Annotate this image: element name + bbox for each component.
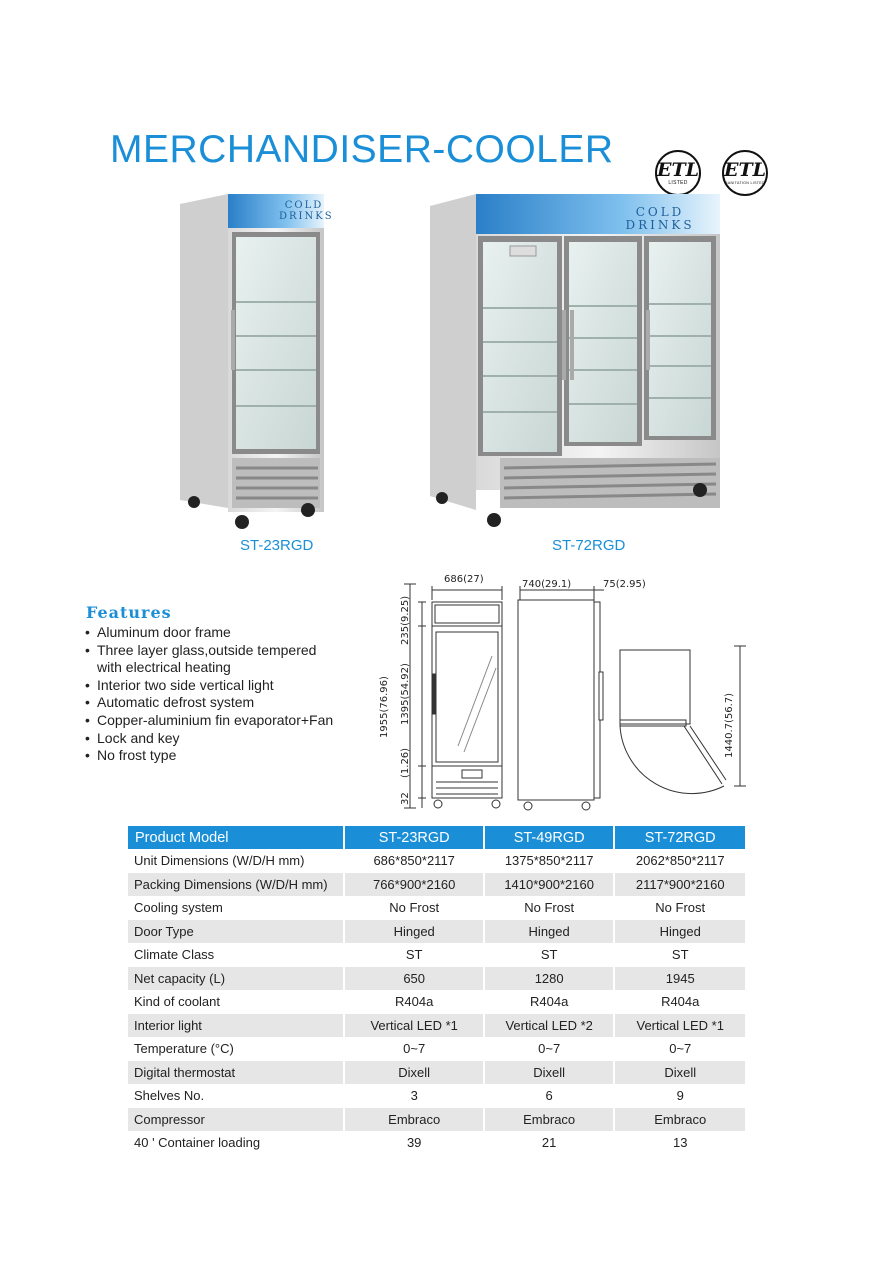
model-caption-triple: ST-72RGD	[552, 537, 626, 554]
table-cell: Interior light	[128, 1014, 345, 1038]
sign-text-cold: COLD	[635, 205, 685, 219]
triple-door-cooler-image	[428, 190, 724, 532]
feature-item: • Automatic defrost system	[84, 694, 344, 712]
table-cell: 2062*850*2117	[615, 849, 747, 873]
feature-item: • Copper-aluminium fin evaporator+Fan	[84, 712, 344, 730]
table-cell: 1945	[615, 967, 747, 991]
dim-door-swing: 1440.7(56.7)	[724, 692, 735, 758]
table-cell: 21	[485, 1131, 616, 1155]
column-header: ST-23RGD	[345, 826, 484, 849]
table-cell: 13	[615, 1131, 747, 1155]
table-cell: Kind of coolant	[128, 990, 345, 1014]
table-cell: ST	[615, 943, 747, 967]
table-cell: Embraco	[615, 1108, 747, 1132]
dim-width: 686(27)	[444, 574, 484, 585]
table-cell: 3	[345, 1084, 484, 1108]
table-cell: Vertical LED *1	[615, 1014, 747, 1038]
feature-item: • No frost type	[84, 747, 344, 765]
features-heading: Features	[86, 603, 172, 622]
dim-depth: 740(29.1)	[522, 579, 572, 590]
table-cell: 2117*900*2160	[615, 873, 747, 897]
dim-caster-height: 32	[400, 792, 411, 805]
table-cell: Hinged	[615, 920, 747, 944]
table-cell: 1410*900*2160	[485, 873, 616, 897]
table-row	[128, 849, 747, 873]
dim-bottom-height: (1.26)	[400, 747, 411, 778]
table-cell: Climate Class	[128, 943, 345, 967]
single-door-cooler-image	[178, 190, 334, 532]
table-row	[128, 1014, 747, 1038]
table-cell: Cooling system	[128, 896, 345, 920]
table-cell: 40 ' Container loading	[128, 1131, 345, 1155]
table-cell: Temperature (°C)	[128, 1037, 345, 1061]
table-row	[128, 967, 747, 991]
table-cell: Hinged	[485, 920, 616, 944]
spec-table	[128, 826, 747, 1155]
table-cell: 766*900*2160	[345, 873, 484, 897]
table-cell: Unit Dimensions (W/D/H mm)	[128, 849, 345, 873]
table-cell: Dixell	[485, 1061, 616, 1085]
table-cell: Digital thermostat	[128, 1061, 345, 1085]
table-cell: Shelves No.	[128, 1084, 345, 1108]
column-header: ST-72RGD	[615, 826, 747, 849]
sign-text-drinks: DRINKS	[279, 211, 334, 222]
dim-door-height: 1395(54.92)	[400, 663, 411, 725]
model-caption-single: ST-23RGD	[240, 537, 314, 554]
table-row	[128, 1108, 747, 1132]
table-row	[128, 1131, 747, 1155]
table-cell: No Frost	[485, 896, 616, 920]
table-cell: Door Type	[128, 920, 345, 944]
table-cell: R404a	[615, 990, 747, 1014]
table-row	[128, 896, 747, 920]
table-cell: 0~7	[345, 1037, 484, 1061]
etl-listed-icon: ETL LISTED	[655, 150, 701, 196]
table-cell: R404a	[345, 990, 484, 1014]
dim-total-height: 1955(76.96)	[379, 676, 390, 738]
table-cell: Vertical LED *1	[345, 1014, 484, 1038]
page-title: MERCHANDISER-COOLER	[110, 128, 614, 171]
table-cell: 1280	[485, 967, 616, 991]
table-row	[128, 1037, 747, 1061]
table-cell: 39	[345, 1131, 484, 1155]
feature-item: • Lock and key	[84, 730, 344, 748]
table-row	[128, 873, 747, 897]
table-cell: Embraco	[345, 1108, 484, 1132]
feature-item: • Interior two side vertical light	[84, 677, 344, 695]
etl-sanitation-icon: ETL SANITATION LISTED	[722, 150, 768, 196]
table-row	[128, 943, 747, 967]
table-row	[128, 920, 747, 944]
table-cell: 9	[615, 1084, 747, 1108]
table-cell: ST	[345, 943, 484, 967]
dimension-drawing	[380, 576, 750, 816]
sign-text-cold: COLD	[284, 200, 324, 211]
table-cell: No Frost	[345, 896, 484, 920]
table-cell: 686*850*2117	[345, 849, 484, 873]
dim-top-height: 235(9.25)	[400, 595, 411, 645]
table-cell: Dixell	[615, 1061, 747, 1085]
table-cell: 0~7	[615, 1037, 747, 1061]
table-cell: Embraco	[485, 1108, 616, 1132]
table-cell: Packing Dimensions (W/D/H mm)	[128, 873, 345, 897]
table-cell: R404a	[485, 990, 616, 1014]
table-row	[128, 1061, 747, 1085]
table-row	[128, 1084, 747, 1108]
feature-item: • Three layer glass,outside tempered with electrical heating	[84, 642, 344, 677]
table-cell: 1375*850*2117	[485, 849, 616, 873]
table-cell: 650	[345, 967, 484, 991]
table-cell: 0~7	[485, 1037, 616, 1061]
table-cell: Vertical LED *2	[485, 1014, 616, 1038]
table-row	[128, 990, 747, 1014]
sign-text-drinks: DRINKS	[625, 218, 695, 232]
table-cell: Compressor	[128, 1108, 345, 1132]
column-header: Product Model	[128, 826, 345, 849]
table-header-row	[128, 826, 747, 849]
table-cell: ST	[485, 943, 616, 967]
column-header: ST-49RGD	[485, 826, 616, 849]
table-cell: Dixell	[345, 1061, 484, 1085]
features-list	[84, 624, 344, 765]
table-cell: 6	[485, 1084, 616, 1108]
dim-door-depth: 75(2.95)	[603, 579, 646, 590]
table-cell: No Frost	[615, 896, 747, 920]
table-cell: Net capacity (L)	[128, 967, 345, 991]
feature-item: • Aluminum door frame	[84, 624, 344, 642]
table-cell: Hinged	[345, 920, 484, 944]
